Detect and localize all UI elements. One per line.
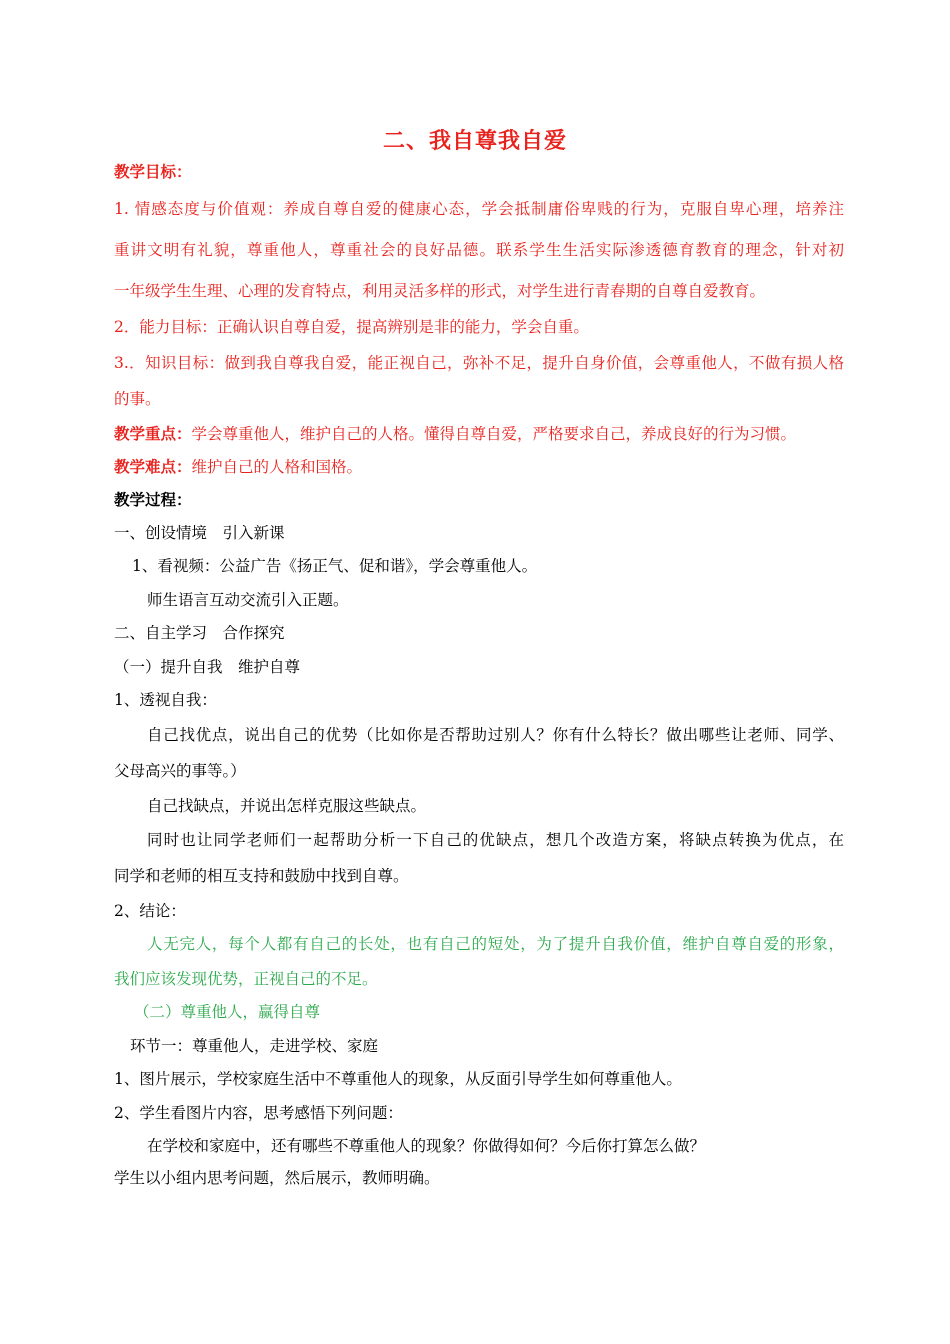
objective-3-line-1: 3.．知识目标：做到我自尊我自爱，能正视自己，弥补不足，提升自身价值，会尊重他人，不做有损人格: [114, 354, 844, 372]
subsection-b-item-2: 2、学生看图片内容，思考感悟下列问题：: [114, 1104, 403, 1122]
conclusion-line-2: 我们应该发现优势，正视自己的不足。: [114, 970, 378, 988]
section-1-item-2: 师生语言互动交流引入正题。: [147, 591, 349, 609]
objective-3-line-2: 的事。: [114, 390, 161, 408]
key-point: [114, 423, 844, 445]
analysis-paragraph-line-2: 同学和老师的相互支持和鼓励中找到自尊。: [114, 867, 409, 885]
subsection-a-heading: （一）提升自我 维护自尊: [114, 658, 301, 676]
objective-1-line-1: 1. 情感态度与价值观：养成自尊自爱的健康心态，学会抵制庸俗卑贱的行为，克服自卑心理，培养注: [114, 200, 844, 218]
subsection-a-item-1: 1、透视自我：: [114, 691, 217, 709]
key-point-text: 学会尊重他人，维护自己的人格。懂得自尊自爱，严格要求自己，养成良好的行为习惯。: [191, 425, 797, 443]
process-heading: 教学过程：: [114, 491, 192, 509]
subsection-b-item-1: 1、图片展示，学校家庭生活中不尊重他人的现象，从反面引导学生如何尊重他人。: [114, 1070, 682, 1088]
weaknesses-paragraph: 自己找缺点，并说出怎样克服这些缺点。: [147, 797, 427, 815]
objective-1-line-3: 一年级学生生理、心理的发育特点，利用灵活多样的形式，对学生进行青春期的自尊自爱教育。: [114, 282, 766, 300]
difficulty: [114, 456, 844, 478]
objective-1-line-2: 重讲文明有礼貌，尊重他人，尊重社会的良好品德。联系学生生活实际渗透德育教育的理念，针对初: [114, 241, 844, 259]
link-1-heading: 环节一：尊重他人，走进学校、家庭: [130, 1037, 379, 1055]
subsection-b-item-3: 学生以小组内思考问题，然后展示，教师明确。: [114, 1169, 440, 1187]
strengths-paragraph-line-2: 父母高兴的事等。）: [114, 762, 246, 780]
objectives-heading: 教学目标：: [114, 163, 192, 181]
difficulty-label: 教学难点：: [114, 458, 192, 476]
conclusion-line-1: 人无完人，每个人都有自己的长处，也有自己的短处，为了提升自我价值，维护自尊自爱的形象，: [147, 935, 844, 953]
section-1-heading: 一、创设情境 引入新课: [114, 524, 285, 542]
strengths-paragraph-line-1: 自己找优点，说出自己的优势（比如你是否帮助过别人？你有什么特长？做出哪些让老师、同学、: [147, 726, 844, 744]
objective-2: 2．能力目标：正确认识自尊自爱，提高辨别是非的能力，学会自重。: [114, 318, 589, 336]
subsection-a-item-2: 2、结论：: [114, 902, 186, 920]
difficulty-text: 维护自己的人格和国格。: [191, 458, 363, 476]
analysis-paragraph-line-1: 同时也让同学老师们一起帮助分析一下自己的优缺点，想几个改造方案，将缺点转换为优点，在: [147, 831, 844, 849]
subsection-b-question: 在学校和家庭中，还有哪些不尊重他人的现象？你做得如何？今后你打算怎么做？: [147, 1137, 706, 1155]
section-1-item-1: 1、看视频：公益广告《扬正气、促和谐》，学会尊重他人。: [132, 557, 538, 575]
page-title: 二、我自尊我自爱: [382, 129, 567, 154]
section-2-heading: 二、自主学习 合作探究: [114, 624, 285, 642]
key-point-label: 教学重点：: [114, 425, 192, 443]
subsection-b-heading: （二）尊重他人，赢得自尊: [134, 1003, 321, 1021]
